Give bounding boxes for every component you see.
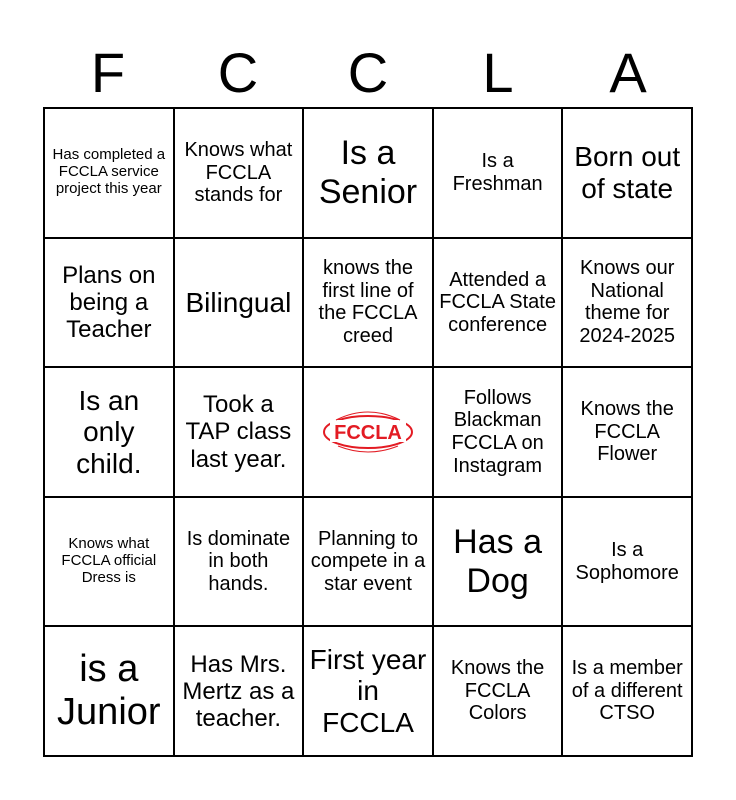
bingo-cell[interactable]: Knows what FCCLA stands for (174, 108, 304, 238)
header-letter-c1: C (217, 41, 259, 104)
header-letter-f: F (90, 41, 126, 104)
header-letter-a: A (609, 41, 647, 104)
bingo-board (43, 107, 693, 757)
bingo-cell[interactable]: Follows Blackman FCCLA on Instagram (433, 367, 563, 497)
bingo-cell[interactable]: Knows the FCCLA Colors (433, 626, 563, 756)
free-space-logo[interactable] (303, 367, 433, 497)
bingo-header (43, 40, 693, 106)
bingo-cell[interactable]: is a Junior (44, 626, 174, 756)
bingo-cell[interactable]: knows the first line of the FCCLA creed (303, 238, 433, 368)
bingo-cell[interactable]: Has a Dog (433, 497, 563, 627)
bingo-cell[interactable]: Has Mrs. Mertz as a teacher. (174, 626, 304, 756)
header-letter-c2: C (347, 41, 389, 104)
bingo-cell[interactable]: Knows what FCCLA official Dress is (44, 497, 174, 627)
bingo-cell[interactable]: Is a Sophomore (562, 497, 692, 627)
bingo-cell[interactable]: Knows the FCCLA Flower (562, 367, 692, 497)
header-letter-l: L (482, 41, 514, 104)
bingo-cell[interactable]: Plans on being a Teacher (44, 238, 174, 368)
bingo-cell[interactable]: Took a TAP class last year. (174, 367, 304, 497)
bingo-cell[interactable]: Has completed a FCCLA service project this year (44, 108, 174, 238)
bingo-cell[interactable]: Bilingual (174, 238, 304, 368)
bingo-cell[interactable]: Knows our National theme for 2024-2025 (562, 238, 692, 368)
bingo-cell[interactable]: First year in FCCLA (303, 626, 433, 756)
bingo-cell[interactable]: Is a member of a different CTSO (562, 626, 692, 756)
bingo-cell[interactable]: Is a Senior (303, 108, 433, 238)
logo-text: FCCLA (334, 421, 402, 444)
bingo-cell[interactable]: Born out of state (562, 108, 692, 238)
bingo-cell[interactable]: Is an only child. (44, 367, 174, 497)
bingo-cell[interactable]: Is dominate in both hands. (174, 497, 304, 627)
bingo-cell[interactable]: Is a Freshman (433, 108, 563, 238)
bingo-cell[interactable]: Attended a FCCLA State conference (433, 238, 563, 368)
bingo-cell[interactable]: Planning to compete in a star event (303, 497, 433, 627)
fccla-logo-icon (318, 400, 418, 464)
